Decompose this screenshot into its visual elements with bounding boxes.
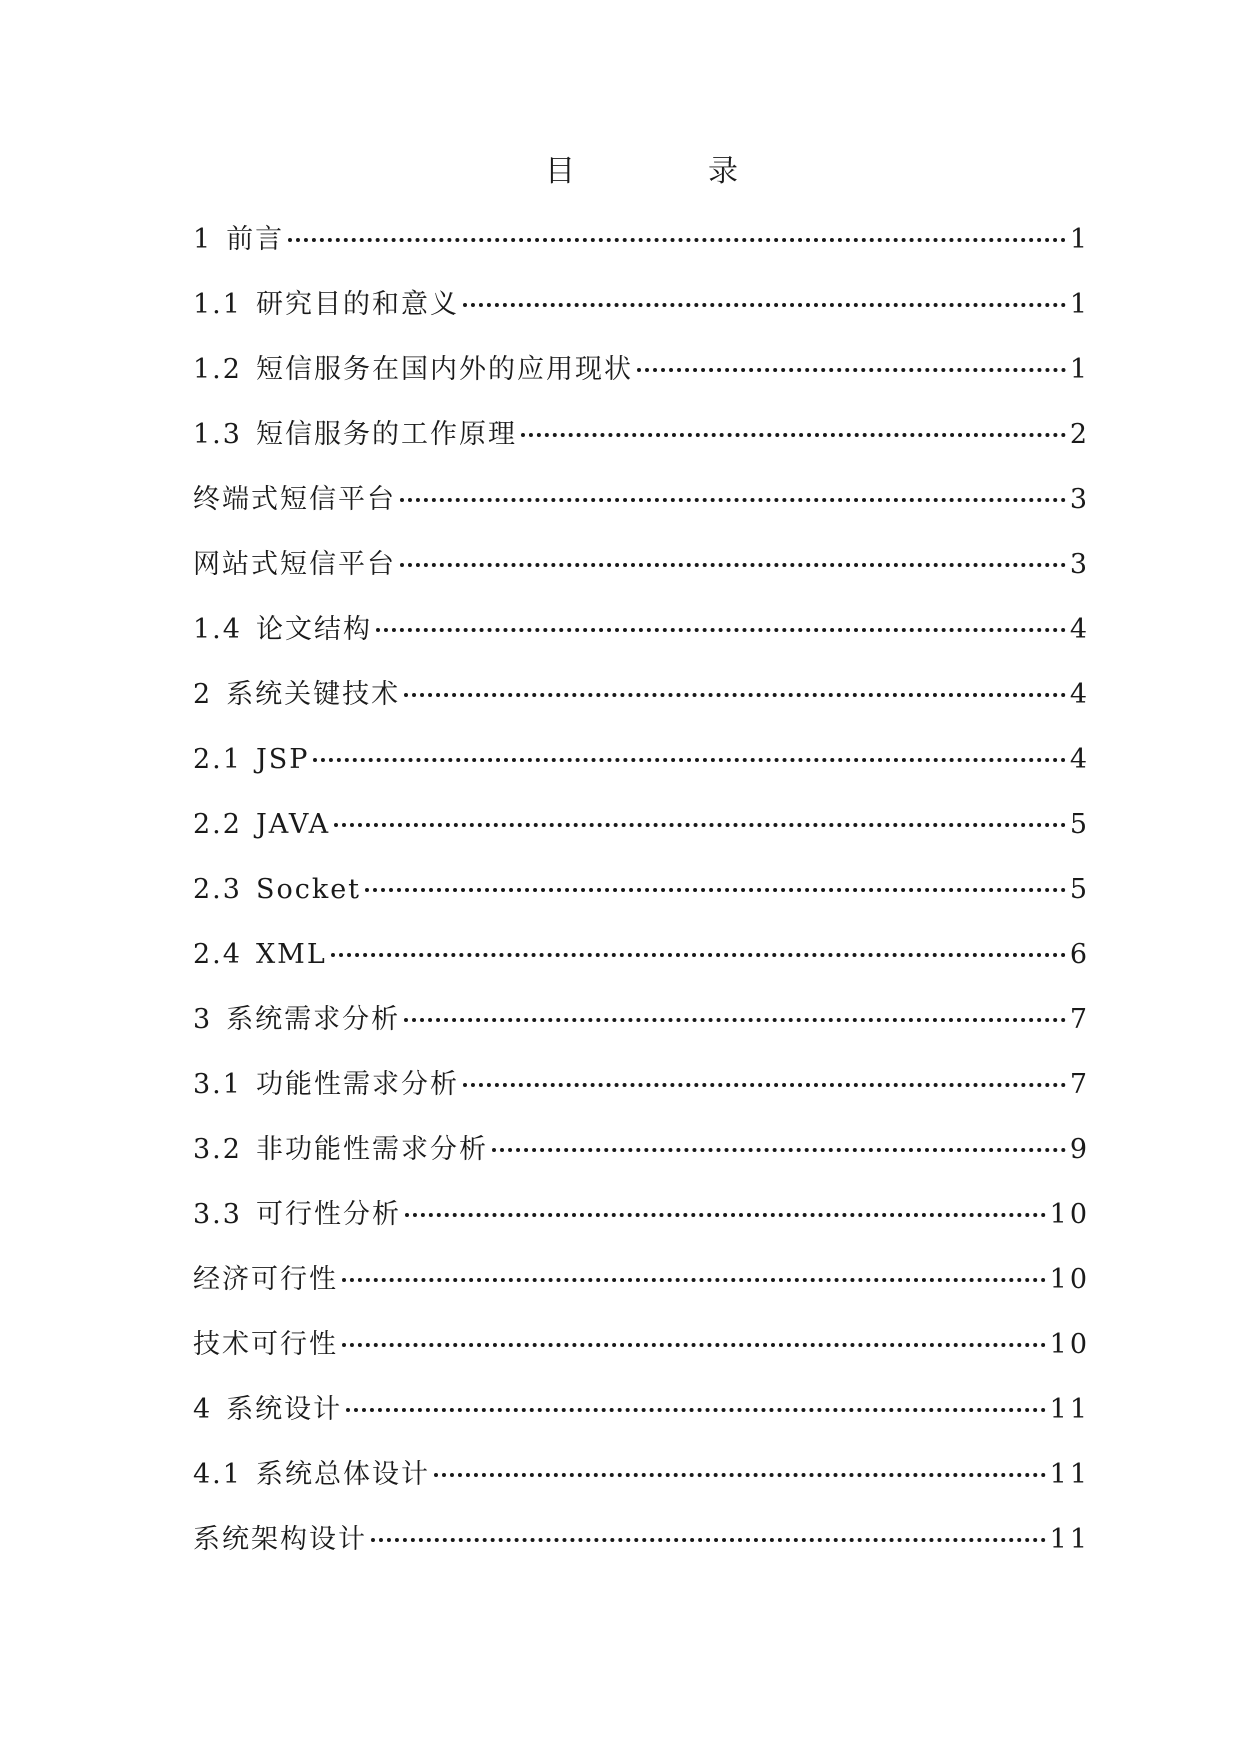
toc-entry-title: 论文结构 bbox=[255, 614, 372, 645]
toc-entry[interactable] bbox=[193, 1063, 1090, 1128]
toc-entry-title: 功能性需求分析 bbox=[255, 1069, 459, 1100]
toc-entry[interactable] bbox=[193, 1518, 1090, 1583]
toc-entry-page-number: 5 bbox=[1069, 874, 1090, 905]
toc-entry-page-number: 10 bbox=[1049, 1329, 1090, 1360]
toc-entry-title: 前言 bbox=[226, 224, 285, 255]
toc-entry-number: 2.2 bbox=[193, 809, 242, 840]
toc-dot-leader bbox=[405, 1213, 1046, 1217]
toc-entry-label bbox=[193, 1063, 459, 1107]
toc-entry-page-number: 5 bbox=[1069, 809, 1090, 840]
toc-dot-leader bbox=[463, 303, 1066, 307]
toc-entry-title: XML bbox=[255, 939, 327, 970]
toc-entry[interactable] bbox=[193, 1453, 1090, 1518]
toc-entry-page-number: 4 bbox=[1069, 614, 1090, 645]
toc-entry-page-number: 1 bbox=[1069, 224, 1090, 255]
toc-entry-title: 短信服务在国内外的应用现状 bbox=[255, 354, 633, 385]
toc-entry-number: 1.2 bbox=[193, 354, 242, 385]
toc-entry[interactable] bbox=[193, 218, 1090, 283]
toc-entry-label bbox=[193, 1453, 430, 1497]
toc-dot-leader bbox=[637, 368, 1066, 372]
toc-entry-number: 1.4 bbox=[193, 614, 242, 645]
toc-entry-page-number: 3 bbox=[1069, 484, 1090, 515]
toc-dot-leader bbox=[521, 433, 1066, 437]
toc-entry[interactable] bbox=[193, 478, 1090, 543]
toc-entry-label bbox=[193, 1323, 338, 1367]
toc-entry-title: 系统总体设计 bbox=[255, 1459, 430, 1490]
toc-dot-leader bbox=[288, 238, 1066, 242]
toc-entry-label bbox=[193, 738, 309, 782]
toc-entry-page-number: 3 bbox=[1069, 549, 1090, 580]
toc-entry-label bbox=[193, 998, 400, 1042]
toc-dot-leader bbox=[313, 758, 1065, 762]
toc-entry-title: 经济可行性 bbox=[193, 1264, 338, 1295]
toc-heading bbox=[0, 150, 1241, 194]
toc-dot-leader bbox=[365, 888, 1066, 892]
toc-entry-page-number: 4 bbox=[1069, 679, 1090, 710]
toc-entry[interactable] bbox=[193, 933, 1090, 998]
toc-entry-number: 4 bbox=[193, 1394, 213, 1425]
toc-entry-number: 2.3 bbox=[193, 874, 242, 905]
toc-dot-leader bbox=[371, 1538, 1046, 1542]
toc-dot-leader bbox=[342, 1278, 1046, 1282]
toc-entry[interactable] bbox=[193, 1258, 1090, 1323]
toc-dot-leader bbox=[400, 498, 1066, 502]
toc-entry-title: 终端式短信平台 bbox=[193, 484, 396, 515]
toc-entry-number: 3.1 bbox=[193, 1069, 242, 1100]
toc-entry[interactable] bbox=[193, 673, 1090, 738]
toc-entry-number: 3 bbox=[193, 1004, 213, 1035]
toc-entry[interactable] bbox=[193, 738, 1090, 803]
toc-entry[interactable] bbox=[193, 803, 1090, 868]
toc-entry-number: 4.1 bbox=[193, 1459, 242, 1490]
toc-entry-label bbox=[193, 218, 284, 262]
toc-entry-page-number: 1 bbox=[1069, 289, 1090, 320]
toc-entry[interactable] bbox=[193, 1193, 1090, 1258]
toc-entry-page-number: 9 bbox=[1069, 1134, 1090, 1165]
toc-dot-leader bbox=[463, 1083, 1066, 1087]
toc-heading-char-1: 目 bbox=[545, 154, 575, 189]
toc-dot-leader bbox=[434, 1473, 1046, 1477]
toc-entry-label bbox=[193, 803, 330, 847]
toc-heading-char-2: 录 bbox=[708, 154, 738, 189]
toc-entry-label bbox=[193, 348, 633, 392]
toc-entry-label bbox=[193, 868, 361, 912]
toc-entry-number: 3.2 bbox=[193, 1134, 242, 1165]
toc-entry-title: 可行性分析 bbox=[255, 1199, 401, 1230]
toc-entry-label bbox=[193, 1518, 367, 1562]
toc-entry-page-number: 7 bbox=[1069, 1004, 1090, 1035]
toc-dot-leader bbox=[376, 628, 1066, 632]
toc-entry-label bbox=[193, 933, 327, 977]
toc-entry-title: 技术可行性 bbox=[193, 1329, 338, 1360]
toc-entry-label bbox=[193, 283, 459, 327]
toc-entry-title: Socket bbox=[255, 874, 362, 905]
toc-dot-leader bbox=[404, 693, 1066, 697]
toc-entry[interactable] bbox=[193, 413, 1090, 478]
toc-entry-label bbox=[193, 543, 396, 587]
toc-entry-page-number: 10 bbox=[1049, 1199, 1090, 1230]
toc-entry-page-number: 4 bbox=[1069, 744, 1090, 775]
toc-entry-title: 系统需求分析 bbox=[226, 1004, 401, 1035]
toc-entry-page-number: 7 bbox=[1069, 1069, 1090, 1100]
toc-list bbox=[193, 218, 1090, 1583]
toc-entry-number: 2.4 bbox=[193, 939, 242, 970]
toc-entry[interactable] bbox=[193, 1323, 1090, 1388]
toc-entry-label bbox=[193, 413, 517, 457]
toc-dot-leader bbox=[400, 563, 1066, 567]
toc-entry-title: 非功能性需求分析 bbox=[255, 1134, 488, 1165]
toc-entry-page-number: 11 bbox=[1049, 1524, 1090, 1555]
toc-entry-number: 1 bbox=[193, 224, 213, 255]
toc-entry-label bbox=[193, 478, 396, 522]
toc-entry-label bbox=[193, 608, 372, 652]
toc-dot-leader bbox=[346, 1408, 1045, 1412]
toc-dot-leader bbox=[331, 953, 1066, 957]
toc-entry-label bbox=[193, 673, 400, 717]
toc-entry-number: 2.1 bbox=[193, 744, 242, 775]
toc-dot-leader bbox=[492, 1148, 1066, 1152]
toc-entry[interactable] bbox=[193, 998, 1090, 1063]
toc-entry[interactable] bbox=[193, 283, 1090, 348]
toc-entry[interactable] bbox=[193, 543, 1090, 608]
toc-entry-title: 系统设计 bbox=[226, 1394, 343, 1425]
toc-entry-page-number: 2 bbox=[1069, 419, 1090, 450]
toc-entry-title: 网站式短信平台 bbox=[193, 549, 396, 580]
toc-entry-page-number: 1 bbox=[1069, 354, 1090, 385]
toc-entry-title: JSP bbox=[255, 744, 310, 775]
toc-entry-number: 1.1 bbox=[193, 289, 242, 320]
toc-entry-label bbox=[193, 1193, 401, 1237]
toc-entry-title: 研究目的和意义 bbox=[255, 289, 459, 320]
toc-entry-label bbox=[193, 1258, 338, 1302]
toc-dot-leader bbox=[404, 1018, 1066, 1022]
toc-entry[interactable] bbox=[193, 1388, 1090, 1453]
toc-entry-title: JAVA bbox=[255, 809, 331, 840]
toc-entry-number: 2 bbox=[193, 679, 213, 710]
toc-entry-title: 系统架构设计 bbox=[193, 1524, 367, 1555]
toc-entry-page-number: 11 bbox=[1049, 1459, 1090, 1490]
toc-entry-page-number: 10 bbox=[1049, 1264, 1090, 1295]
toc-dot-leader bbox=[342, 1343, 1046, 1347]
toc-dot-leader bbox=[334, 823, 1066, 827]
toc-entry-number: 1.3 bbox=[193, 419, 242, 450]
toc-entry-page-number: 6 bbox=[1069, 939, 1090, 970]
toc-entry-label bbox=[193, 1128, 488, 1172]
toc-entry[interactable] bbox=[193, 1128, 1090, 1193]
toc-entry-title: 系统关键技术 bbox=[226, 679, 401, 710]
toc-entry[interactable] bbox=[193, 348, 1090, 413]
toc-entry-page-number: 11 bbox=[1049, 1394, 1090, 1425]
toc-entry-label bbox=[193, 1388, 342, 1432]
toc-entry-title: 短信服务的工作原理 bbox=[255, 419, 517, 450]
toc-entry[interactable] bbox=[193, 608, 1090, 673]
toc-entry-number: 3.3 bbox=[193, 1199, 242, 1230]
toc-entry[interactable] bbox=[193, 868, 1090, 933]
